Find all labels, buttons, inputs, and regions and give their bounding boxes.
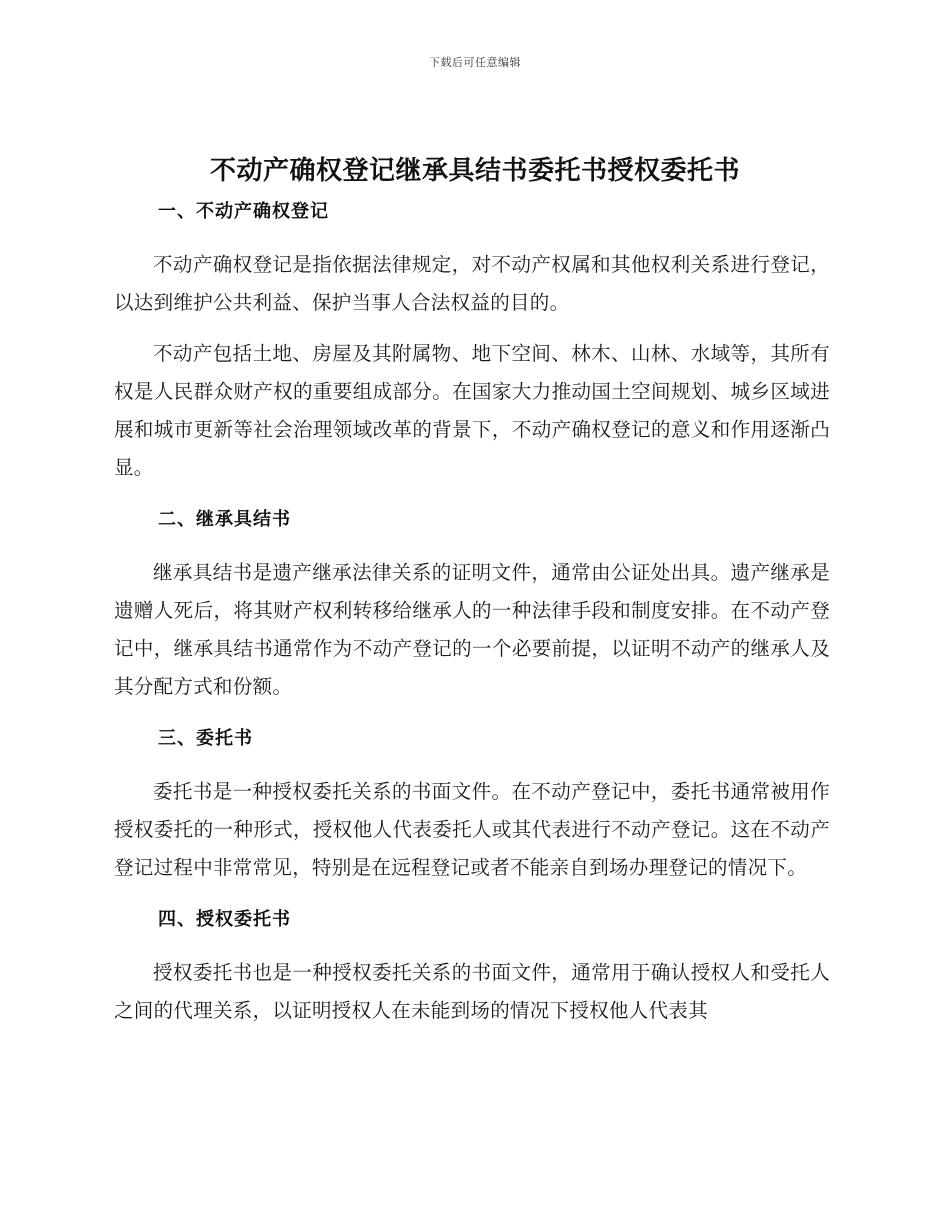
section-heading: 一、不动产确权登记 <box>158 201 329 222</box>
section-power-of-attorney <box>114 725 830 887</box>
document-title: 不动产确权登记继承具结书委托书授权委托书 <box>209 156 740 186</box>
section-real-estate-registration <box>114 198 830 487</box>
paragraph: 授权委托书也是一种授权委托关系的书面文件，通常用于确认授权人和受托人之间的代理关系，以证明授权人在未能到场的情况下授权他人代表其 <box>114 961 830 1022</box>
section-heading: 三、委托书 <box>158 728 253 749</box>
paragraph: 继承具结书是遗产继承法律关系的证明文件，通常由公证处出具。遗产继承是遗赠人死后，将其财产权利转移给继承人的一种法律手段和制度安排。在不动产登记中，继承具结书通常作为不动产登记的一个必要前提，以证明不动产的继承人及其分配方式和份额。 <box>114 561 830 698</box>
section-heading: 二、继承具结书 <box>158 509 291 530</box>
paragraph: 委托书是一种授权委托关系的书面文件。在不动产登记中，委托书通常被用作授权委托的一种形式，授权他人代表委托人或其代表进行不动产登记。这在不动产登记过程中非常常见，特别是在远程登记或者不能亲自到场办理登记的情况下。 <box>114 780 830 879</box>
document-body <box>114 198 830 1030</box>
paragraph: 不动产包括土地、房屋及其附属物、地下空间、林木、山林、水域等，其所有权是人民群众财产权的重要组成部分。在国家大力推动国土空间规划、城乡区域进展和城市更新等社会治理领域改革的背景下，不动产确权登记的意义和作用逐渐凸显。 <box>114 342 830 479</box>
paragraph: 不动产确权登记是指依据法律规定，对不动产权属和其他权利关系进行登记，以达到维护公共利益、保护当事人合法权益的目的。 <box>114 253 830 314</box>
section-inheritance-affidavit <box>114 506 830 706</box>
section-heading: 四、授权委托书 <box>158 909 291 930</box>
header-note: 下载后可任意编辑 <box>429 56 521 69</box>
section-authorization-letter <box>114 906 830 1030</box>
